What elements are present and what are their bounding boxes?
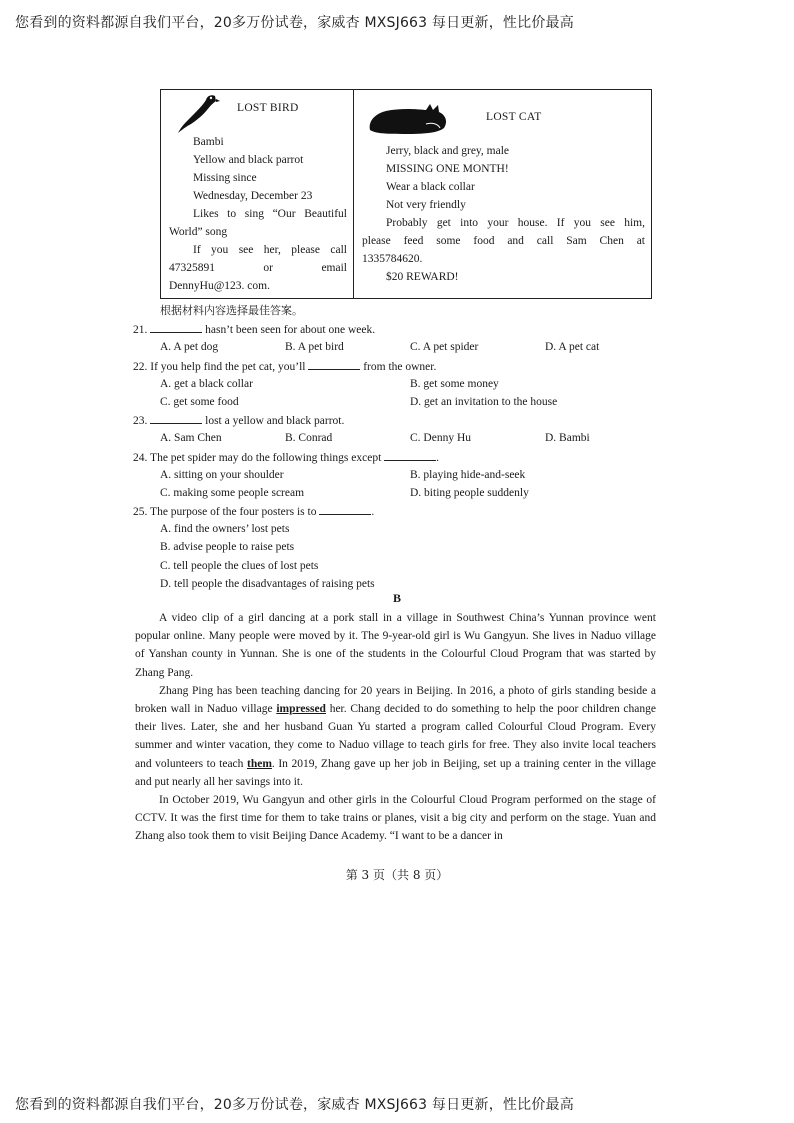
option-c[interactable]: C. Denny Hu — [410, 432, 472, 445]
answer-blank — [308, 357, 360, 370]
option-c[interactable]: C. making some people scream — [160, 486, 305, 499]
options-22b — [133, 393, 663, 411]
question-text-end: . — [371, 506, 375, 519]
bird-name: Bambi — [193, 136, 224, 148]
cat-temper: Not very friendly — [386, 199, 466, 211]
bird-description: Yellow and black parrot — [193, 154, 304, 166]
answer-blank — [319, 502, 371, 515]
option-a[interactable]: A. Sam Chen — [160, 432, 222, 445]
bird-call-line-2 — [169, 259, 347, 277]
bird-missing-label: Missing since — [193, 172, 257, 184]
option-b[interactable]: B. A pet bird — [285, 341, 344, 354]
options-24a — [133, 466, 663, 484]
cat-description: Jerry, black and grey, male — [386, 145, 510, 157]
options-23 — [133, 429, 663, 447]
cat-reward: $20 REWARD! — [386, 271, 459, 283]
bird-call-line-1: If you see her, please call — [193, 244, 347, 256]
question-text: The purpose of the four posters is to — [150, 506, 317, 519]
bird-missing-date: Wednesday, December 23 — [193, 190, 313, 202]
option-c[interactable]: C. get some food — [160, 395, 239, 408]
answer-blank — [384, 448, 436, 461]
paragraph-2 — [135, 682, 656, 791]
cat-icon — [366, 100, 450, 136]
question-text: The pet spider may do the following things except — [150, 451, 382, 464]
answer-blank — [150, 320, 202, 333]
cat-house-line-1: Probably get into your house. If you see him, — [386, 217, 645, 229]
cat-collar: Wear a black collar — [386, 181, 475, 193]
top-banner: 您看到的资料都源自我们平台，20多万份试卷，家威杏 MXSJ663 每日更新，性比价最高 — [15, 15, 574, 31]
question-text-end: . — [436, 451, 440, 464]
bird-phone: 47325891 — [169, 262, 215, 274]
question-number: 23. — [133, 415, 148, 428]
parrot-icon — [175, 93, 221, 135]
question-number: 25. — [133, 506, 148, 519]
option-d[interactable]: D. A pet cat — [545, 341, 600, 354]
page-footer: 第 3 页（共 8 页） — [345, 868, 449, 882]
bird-song-line-2: World” song — [169, 226, 228, 238]
question-25 — [133, 502, 663, 520]
lost-cat-title: LOST CAT — [486, 111, 542, 123]
options-24b — [133, 484, 663, 502]
section-label: B — [392, 591, 401, 605]
option-b[interactable]: B. playing hide-and-seek — [410, 468, 526, 481]
question-number: 22. — [133, 360, 148, 373]
question-text-end: from the owner. — [363, 360, 437, 373]
bird-email: DennyHu@123. com. — [169, 280, 270, 292]
option-b[interactable]: B. advise people to raise pets — [160, 541, 295, 554]
paragraph-3: In October 2019, Wu Gangyun and other girls in the Colourful Cloud Program performed on the stage of CCTV. It was the first time for them to take trains or planes, visit a big city and perform on the stage. Yuan and Zhang also took them to visit Beijing Dance Academy. “I want to be a dancer in — [135, 794, 656, 843]
paragraph-2-text-c: . In 2019, Zhang gave up her job in Beijing, set up a training center in the village and put nearly all her savings into it. — [135, 757, 657, 788]
cat-missing: MISSING ONE MONTH! — [386, 163, 509, 175]
option-d[interactable]: D. get an invitation to the house — [410, 395, 558, 408]
lost-bird-title: LOST BIRD — [237, 102, 299, 114]
option-b[interactable]: B. get some money — [410, 377, 499, 390]
question-text: If you help find the pet cat, you’ll — [150, 360, 306, 373]
question-text: lost a yellow and black parrot. — [205, 415, 345, 428]
option-c[interactable]: C. A pet spider — [410, 341, 479, 354]
question-number: 21. — [133, 324, 148, 337]
question-number: 24. — [133, 451, 148, 464]
option-a[interactable]: A. A pet dog — [160, 341, 219, 354]
bird-song-line-1: Likes to sing “Our Beautiful — [193, 208, 347, 220]
cat-phone: 1335784620. — [362, 253, 423, 265]
highlight-impressed: impressed — [276, 703, 326, 716]
bird-or: or — [263, 262, 274, 274]
option-d[interactable]: D. biting people suddenly — [410, 486, 529, 499]
options-22a — [133, 375, 663, 393]
highlight-them: them — [246, 757, 272, 770]
option-d[interactable]: D. tell people the disadvantages of raising pets — [160, 577, 375, 590]
question-text: hasn’t been seen for about one week. — [205, 324, 376, 337]
option-a[interactable]: A. find the owners’ lost pets — [160, 523, 290, 536]
question-23 — [133, 411, 663, 429]
bird-email-label: email — [321, 262, 347, 274]
option-b[interactable]: B. Conrad — [285, 432, 333, 445]
question-22 — [133, 357, 663, 375]
option-a[interactable]: A. get a black collar — [160, 377, 253, 390]
poster-box — [160, 89, 652, 299]
question-24 — [133, 448, 663, 466]
option-a[interactable]: A. sitting on your shoulder — [160, 468, 284, 481]
instruction: 根据材料内容选择最佳答案。 — [160, 304, 303, 317]
lost-bird-poster — [161, 90, 354, 298]
paragraph-2-text-b: her. Chang decided to do something to help the poor children change their lives. Later, she and her husband Guan Yu started a program called Colourful Cloud Program. Every summer and winter vacation, they come to Naduo village to teach girls for free. They also invite local teachers and volunteers to teach — [135, 703, 656, 770]
question-section — [133, 302, 663, 593]
options-21 — [133, 338, 663, 356]
option-d[interactable]: D. Bambi — [545, 432, 590, 445]
option-c[interactable]: C. tell people the clues of lost pets — [160, 559, 319, 572]
cat-house-line-2: please feed some food and call Sam Chen at — [362, 235, 645, 247]
bottom-banner: 您看到的资料都源自我们平台，20多万份试卷，家威杏 MXSJ663 每日更新，性比价最高 — [15, 1097, 574, 1113]
question-21 — [133, 320, 663, 338]
lost-cat-poster — [354, 90, 651, 298]
reading-passage — [135, 609, 656, 846]
paragraph-1: A video clip of a girl dancing at a pork stall in a village in Southwest China’s Yunnan province went popular online. Many people were moved by it. The 9-year-old girl is Wu Gangyun. She lives in Naduo village of Yanshan county in Yunnan. She is one of the students in the Colourful Cloud Program that was started by Zhang Pang. — [135, 612, 656, 679]
paragraph-2-text-a: Zhang Ping has been teaching dancing for 20 years in Beijing. In 2016, a photo of girls standing beside a broken wall in Naduo village — [135, 684, 656, 716]
answer-blank — [150, 411, 202, 424]
